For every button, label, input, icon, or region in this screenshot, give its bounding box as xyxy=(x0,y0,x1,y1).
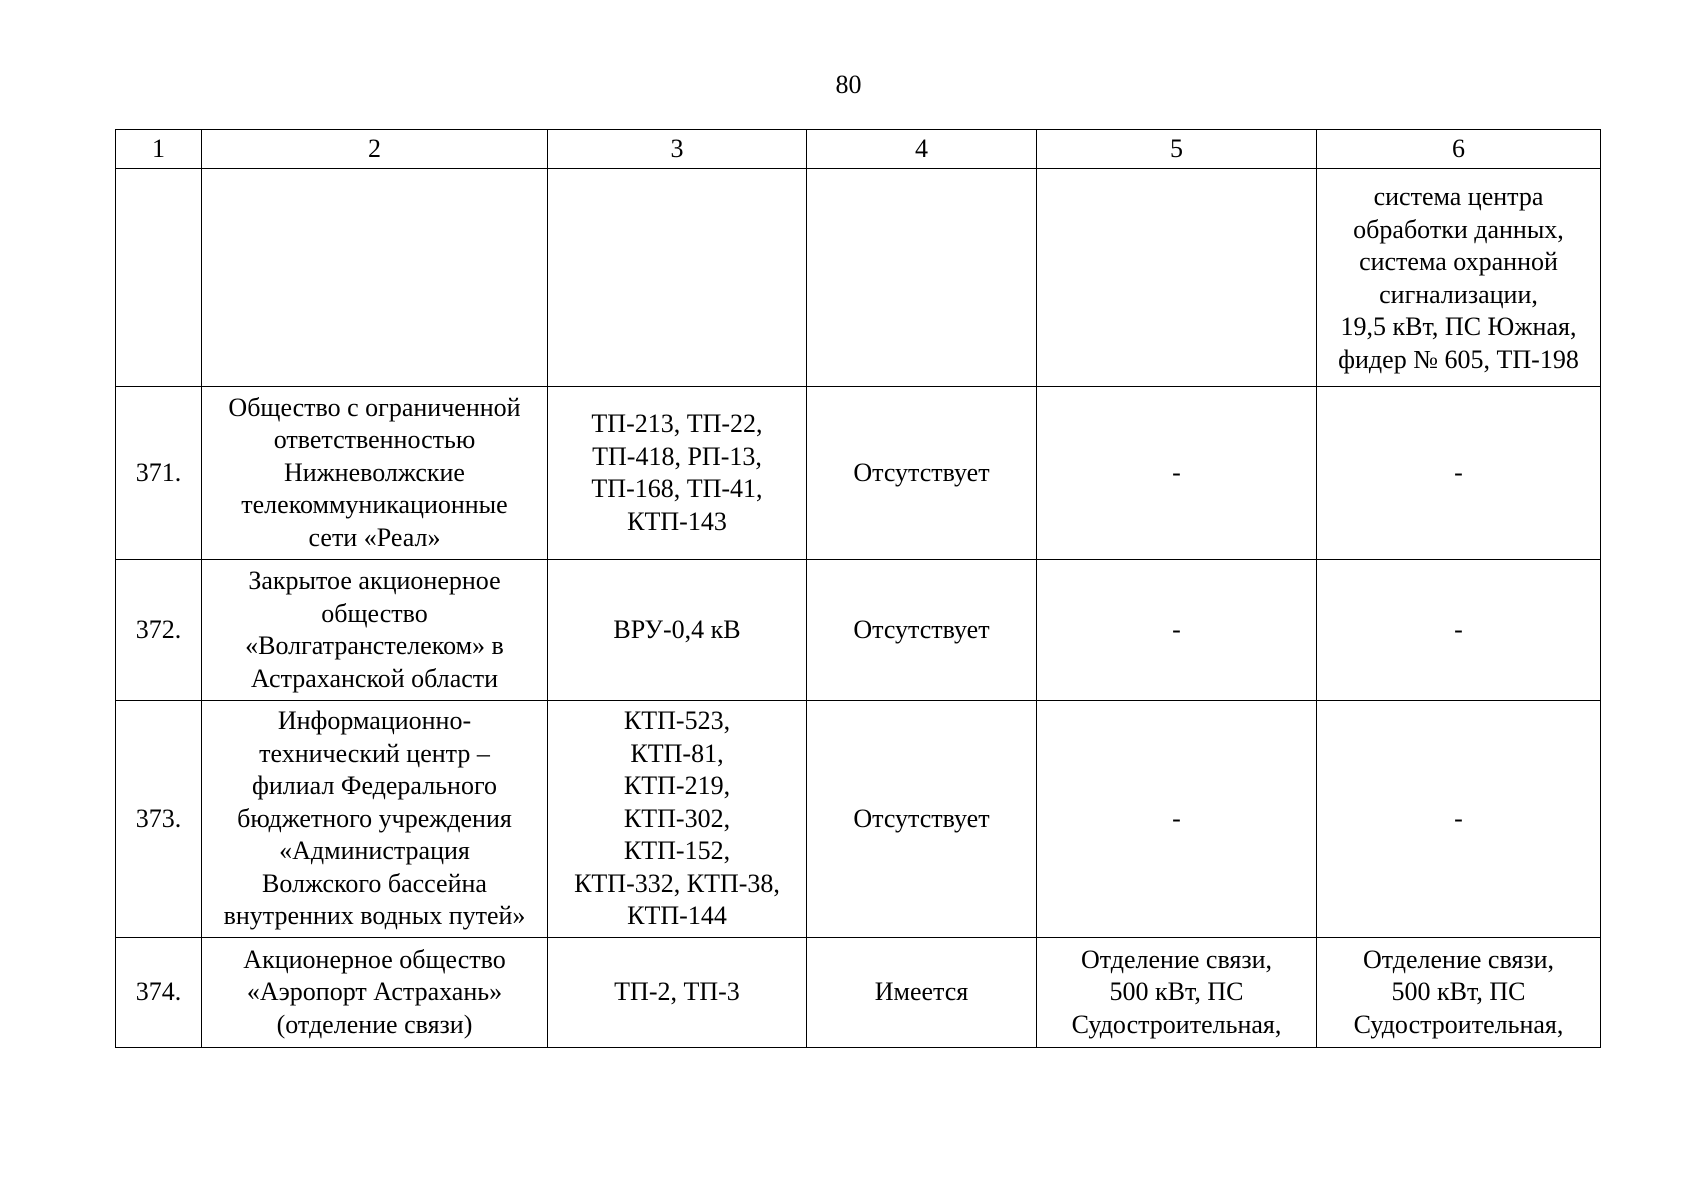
cell-line: «Администрация xyxy=(279,836,470,866)
cont-cell-6 xyxy=(1317,169,1601,387)
cell-line: Судостроительная, xyxy=(1353,1009,1564,1039)
cell-line: «Волгатранстелеком» в xyxy=(245,631,504,660)
row-number: 373. xyxy=(116,701,202,938)
cell-line: (отделение связи) xyxy=(276,1009,473,1039)
cell-line: ТП-213, ТП-22, xyxy=(591,409,763,438)
col5-cell xyxy=(1037,560,1317,701)
cell-line: Астраханской области xyxy=(250,663,499,693)
cell-line: Информационно- xyxy=(277,706,472,736)
cont-cell-5 xyxy=(1037,169,1317,387)
cell-line: внутренних водных путей» xyxy=(223,901,526,931)
cell-line: КТП-302, xyxy=(623,803,731,833)
cell-line: технический центр – xyxy=(259,738,490,768)
cell-line: сети «Реал» xyxy=(308,522,441,552)
continuation-row xyxy=(116,169,1601,387)
cell-line: обработки данных, xyxy=(1353,214,1564,244)
cell-line: - xyxy=(1172,803,1181,833)
cell-line: - xyxy=(1454,614,1463,644)
organization-cell xyxy=(202,387,548,560)
cell-line: бюджетного учреждения xyxy=(237,803,512,833)
header-cell-3: 3 xyxy=(548,130,807,169)
organization-cell xyxy=(202,938,548,1048)
cell-line: Волжского бассейна xyxy=(262,868,487,898)
substation-cell xyxy=(548,938,807,1048)
header-cell-2: 2 xyxy=(202,130,548,169)
header-cell-6: 6 xyxy=(1317,130,1601,169)
cell-line: КТП-143 xyxy=(627,506,727,536)
cell-line: - xyxy=(1454,803,1463,833)
cell-line: Акционерное общество xyxy=(243,944,506,974)
cell-line: филиал Федерального xyxy=(252,771,497,801)
col5-cell xyxy=(1037,938,1317,1048)
cont-cell-4 xyxy=(807,169,1037,387)
cell-line: ВРУ-0,4 кВ xyxy=(613,614,741,644)
cell-line: КТП-152, xyxy=(623,836,731,866)
cell-line: система центра xyxy=(1373,182,1544,211)
cell-line: КТП-523, xyxy=(623,706,731,736)
status-cell: Отсутствует xyxy=(807,701,1037,938)
col5-cell xyxy=(1037,387,1317,560)
substation-cell xyxy=(548,560,807,701)
status-cell: Отсутствует xyxy=(807,387,1037,560)
cell-line: ТП-418, РП-13, xyxy=(592,441,762,471)
row-number: 371. xyxy=(116,387,202,560)
table-row xyxy=(116,560,1601,701)
cell-line: общество xyxy=(321,598,428,628)
table-row xyxy=(116,938,1601,1048)
cell-line: система охранной xyxy=(1359,247,1558,276)
cell-line: ТП-168, ТП-41, xyxy=(591,474,763,503)
header-cell-4: 4 xyxy=(807,130,1037,169)
col6-cell xyxy=(1317,938,1601,1048)
data-table xyxy=(115,129,1601,1048)
cell-line: сигнализации, xyxy=(1379,279,1538,309)
cell-line: Общество с ограниченной xyxy=(228,392,521,422)
row-number: 372. xyxy=(116,560,202,701)
status-cell: Имеется xyxy=(807,938,1037,1048)
table-header-row xyxy=(116,130,1601,169)
table-row xyxy=(116,387,1601,560)
col6-cell xyxy=(1317,560,1601,701)
cell-line: - xyxy=(1454,457,1463,487)
substation-cell xyxy=(548,387,807,560)
cell-line: - xyxy=(1172,457,1181,487)
cell-line: 500 кВт, ПС xyxy=(1391,977,1526,1007)
cell-line: Закрытое акционерное xyxy=(248,566,501,595)
cell-line: Судостроительная, xyxy=(1071,1009,1282,1039)
cell-line: Отделение связи, xyxy=(1080,944,1273,974)
cell-line: КТП-81, xyxy=(630,738,724,768)
cell-line: 19,5 кВт, ПС Южная, xyxy=(1340,312,1577,341)
cell-line: - xyxy=(1172,614,1181,644)
table-row xyxy=(116,701,1601,938)
substation-cell xyxy=(548,701,807,938)
status-cell: Отсутствует xyxy=(807,560,1037,701)
cell-line: Нижневолжские xyxy=(284,457,465,487)
cell-line: ТП-2, ТП-3 xyxy=(614,977,740,1007)
organization-cell xyxy=(202,560,548,701)
organization-cell xyxy=(202,701,548,938)
header-cell-1: 1 xyxy=(116,130,202,169)
row-number: 374. xyxy=(116,938,202,1048)
cell-line: КТП-332, КТП-38, xyxy=(574,868,780,898)
cell-line: КТП-144 xyxy=(627,901,727,931)
col5-cell xyxy=(1037,701,1317,938)
cont-cell-2 xyxy=(202,169,548,387)
col6-cell xyxy=(1317,701,1601,938)
page-number: 80 xyxy=(835,70,862,99)
cont-cell-3 xyxy=(548,169,807,387)
cell-line: телекоммуникационные xyxy=(241,490,508,520)
cont-cell-1 xyxy=(116,169,202,387)
header-cell-5: 5 xyxy=(1037,130,1317,169)
cell-line: 500 кВт, ПС xyxy=(1109,977,1244,1007)
cell-line: фидер № 605, ТП-198 xyxy=(1338,344,1579,374)
cell-line: КТП-219, xyxy=(623,771,731,801)
cell-line: ответственностью xyxy=(273,425,476,455)
col6-cell xyxy=(1317,387,1601,560)
cell-line: «Аэропорт Астрахань» xyxy=(246,977,503,1007)
cell-line: Отделение связи, xyxy=(1362,944,1555,974)
